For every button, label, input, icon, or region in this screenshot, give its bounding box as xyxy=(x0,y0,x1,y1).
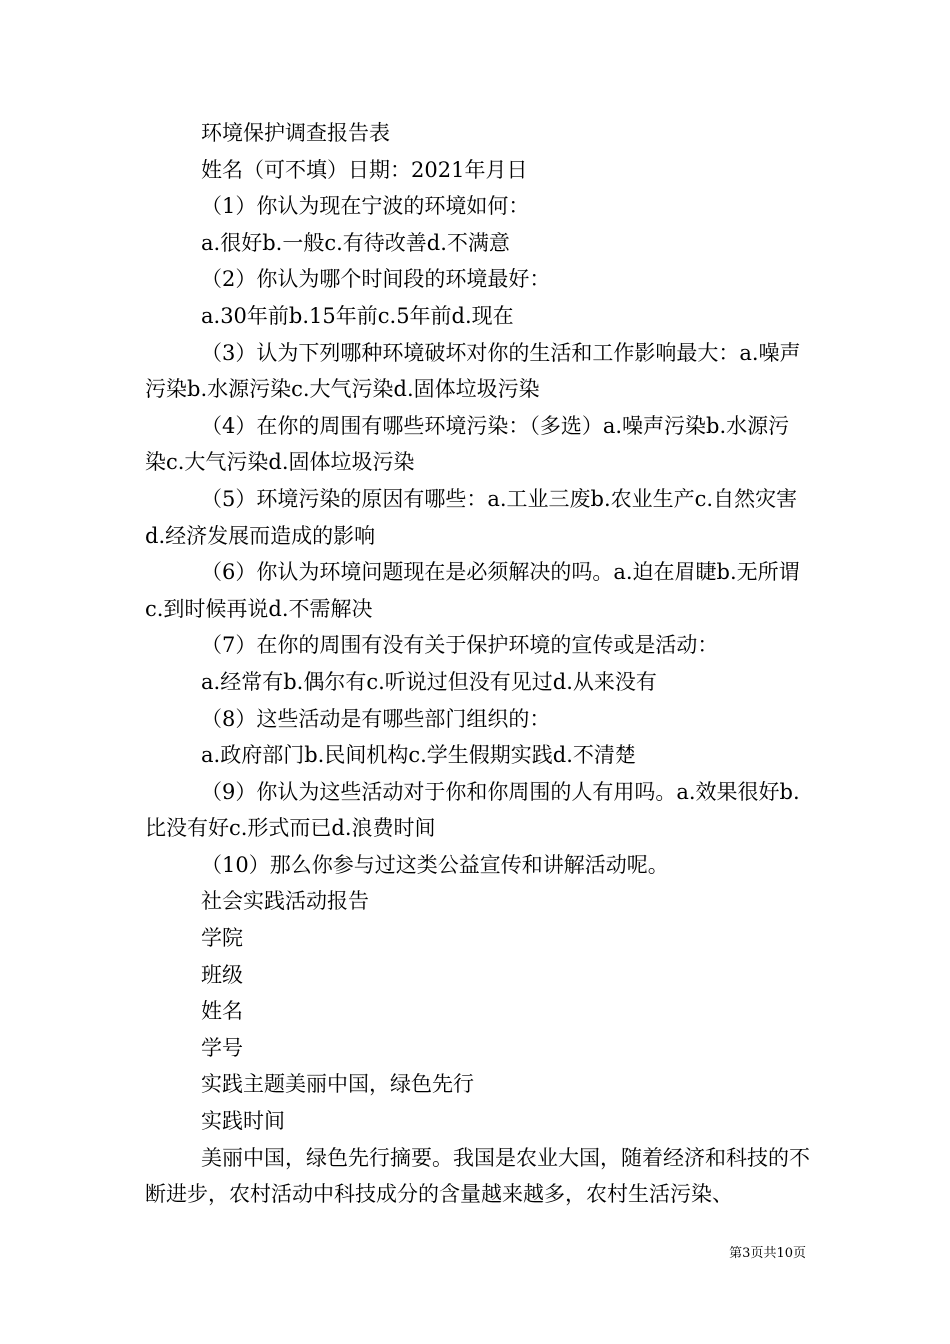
question-9: （9）你认为这些活动对于你和你周围的人有用吗。a.效果很好b.比没有好c.形式而已d.浪费时间 xyxy=(145,779,800,841)
name-date-line: 姓名（可不填）日期：2021年月日 xyxy=(201,157,528,182)
question-6: （6）你认为环境问题现在是必须解决的吗。a.迫在眉睫b.无所谓c.到时候再说d.不需解决 xyxy=(145,560,800,621)
question-1-options: a.很好b.一般c.有待改善d.不满意 xyxy=(201,230,510,255)
page-number: 第3页共10页 xyxy=(729,1246,806,1261)
question-7: （7）在你的周围有没有关于保护环境的宣传或是活动： xyxy=(201,633,719,658)
report-title: 社会实践活动报告 xyxy=(201,889,369,914)
document-body xyxy=(145,115,810,1213)
question-7-options: a.经常有b.偶尔有c.听说过但没有见过d.从来没有 xyxy=(201,669,657,694)
question-4: （4）在你的周围有哪些环境污染：（多选）a.噪声污染b.水源污染c.大气污染d.固体垃圾污染 xyxy=(145,413,790,475)
question-1: （1）你认为现在宁波的环境如何： xyxy=(201,194,530,219)
abstract-paragraph: 美丽中国，绿色先行摘要。我国是农业大国，随着经济和科技的不断进步，农村活动中科技成分的含量越来越多，农村生活污染、 xyxy=(145,1145,810,1207)
question-8: （8）这些活动是有哪些部门组织的： xyxy=(201,706,551,731)
time-field: 实践时间 xyxy=(201,1109,285,1134)
name-field: 姓名 xyxy=(201,999,243,1024)
question-5: （5）环境污染的原因有哪些：a.工业三废b.农业生产c.自然灾害d.经济发展而造成的影响 xyxy=(145,486,798,548)
student-id-field: 学号 xyxy=(201,1035,243,1060)
college-field: 学院 xyxy=(201,926,243,951)
question-3: （3）认为下列哪种环境破坏对你的生活和工作影响最大：a.噪声污染b.水源污染c.大气污染d.固体垃圾污染 xyxy=(145,340,801,402)
theme-field: 实践主题美丽中国，绿色先行 xyxy=(201,1072,474,1097)
question-8-options: a.政府部门b.民间机构c.学生假期实践d.不清楚 xyxy=(201,743,636,768)
question-2-options: a.30年前b.15年前c.5年前d.现在 xyxy=(201,303,514,328)
survey-title: 环境保护调查报告表 xyxy=(201,121,390,145)
question-10: （10）那么你参与过这类公益宣传和讲解活动呢。 xyxy=(201,852,669,877)
class-field: 班级 xyxy=(201,962,243,987)
question-2: （2）你认为哪个时间段的环境最好： xyxy=(201,267,551,292)
